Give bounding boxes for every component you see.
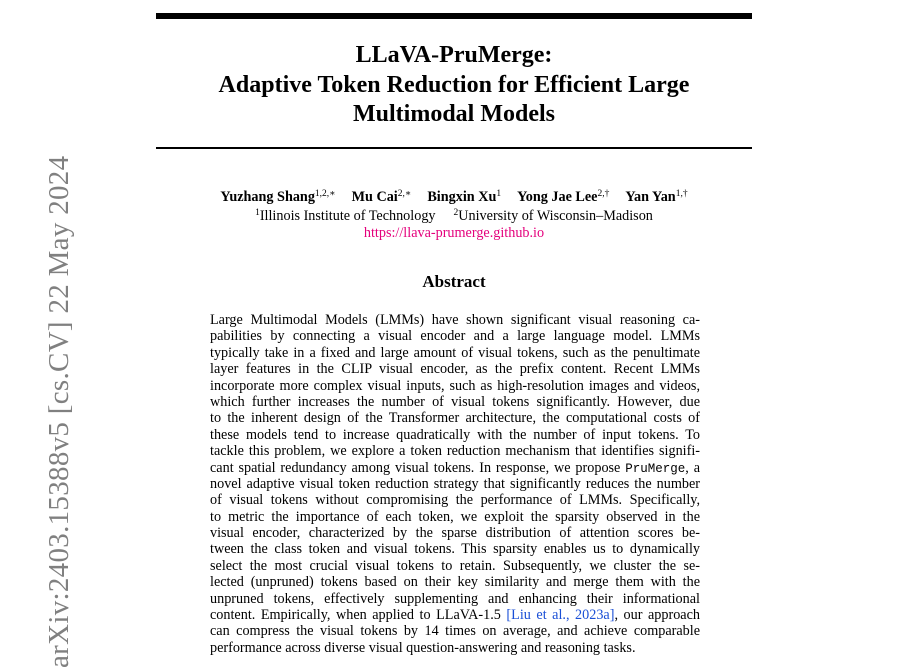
abstract-line: typically take in a fixed and large amount of visual tokens, such as the penultimate — [210, 344, 700, 361]
abstract-line: which further increases the number of visual tokens significantly. However, due — [210, 393, 700, 410]
author-list — [156, 188, 752, 206]
abstract-line: layer features in the CLIP visual encoder, as the prefix content. Recent LMMs — [210, 361, 700, 378]
abstract-line: of visual tokens without compromising the performance of LMMs. Specifically, — [210, 492, 700, 509]
title-line-2: Adaptive Token Reduction for Efficient Large — [218, 71, 690, 98]
title-bottom-rule — [156, 147, 752, 149]
abstract-line: novel adaptive visual token reduction strategy that significantly reduces the number — [210, 475, 700, 492]
abstract-line: visual encoder, characterized by the sparse distribution of attention scores be- — [210, 525, 700, 542]
abstract-body — [210, 312, 700, 656]
citation-link[interactable]: [Liu et al., 2023a] — [500, 607, 615, 624]
project-url-link[interactable]: https://llava-prumerge.github.io — [363, 225, 545, 241]
author: Bingxin Xu$^1$ — [427, 189, 502, 205]
affiliation-list — [156, 207, 752, 225]
abstract-line: cant spatial redundancy among visual tokens. In response, we propose PruMerge, a — [210, 459, 700, 476]
paper-title — [156, 41, 752, 130]
abstract-line: Large Multimodal Models (LMMs) have shown significant visual reasoning ca- — [210, 312, 700, 328]
method-name-code: PruMerge — [625, 461, 686, 476]
title-line-3: Multimodal Models — [353, 101, 555, 127]
abstract-heading: Abstract — [422, 272, 486, 291]
author: Yong Jae Lee$^{2,\dagger}$ — [517, 189, 610, 205]
abstract-line: can compress the visual tokens by 14 times on average, and achieve comparable — [210, 623, 700, 640]
abstract-line: lected (unpruned) tokens based on their key similarity and merge them with the — [210, 574, 700, 591]
author: Yuzhang Shang$^{1,2,∗}$ — [220, 189, 336, 205]
title-line-1: LLaVA-PruMerge: — [355, 42, 553, 68]
abstract-line: to the inherent design of the Transformer architecture, the computational costs of — [210, 410, 700, 427]
affiliation: $^2$University of Wisconsin–Madison — [453, 208, 653, 224]
abstract-line: pabilities by connecting a visual encoder and a large language model. LMMs — [210, 328, 700, 345]
abstract-line: incorporate more complex visual inputs, such as high-resolution images and videos, — [210, 377, 700, 394]
author: Mu Cai$^{2,∗}$ — [351, 189, 412, 205]
abstract-line: tackle this problem, we explore a token reduction mechanism that identifies signifi- — [210, 443, 700, 460]
abstract-line: content. Empirically, when applied to LLaVA-1.5 [Liu et al., 2023a], our approach — [210, 607, 700, 624]
abstract-line: unpruned tokens, effectively supplementing and enhancing their informational — [210, 590, 700, 607]
abstract-line: these models tend to increase quadratically with the number of input tokens. To — [210, 426, 700, 443]
abstract-line: select the most crucial visual tokens to retain. Subsequently, we cluster the se- — [210, 557, 700, 574]
top-rule — [156, 13, 752, 19]
abstract-line: to metric the importance of each token, we exploit the sparsity observed in the — [210, 508, 700, 525]
abstract-line: performance across diverse visual question-answering and reasoning tasks. — [210, 639, 636, 656]
abstract-line: tween the class token and visual tokens. This sparsity enables us to dynamically — [210, 541, 700, 558]
arxiv-stamp: arXiv:2403.15388v5 [cs.CV] 22 May 2024 — [43, 155, 75, 668]
author: Yan Yan$^{1,\dagger}$ — [625, 189, 688, 205]
affiliation: $^1$Illinois Institute of Technology — [255, 208, 436, 224]
